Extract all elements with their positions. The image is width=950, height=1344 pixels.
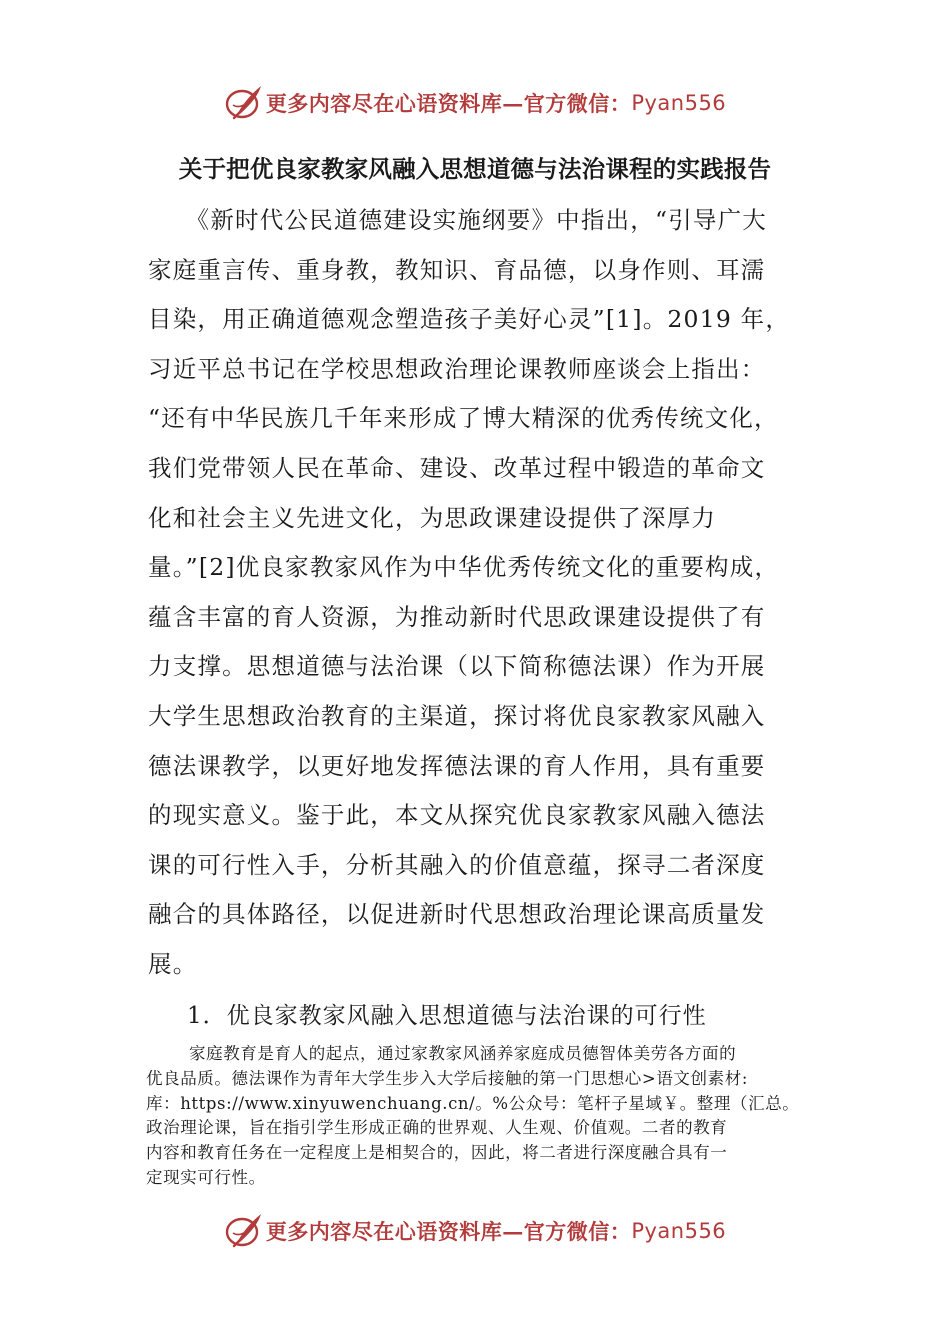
body-line: 目染，用正确道德观念塑造孩子美好心灵”[1]。2019 年， <box>148 305 791 334</box>
body-line: 课的可行性入手，分析其融入的价值意蕴，探寻二者深度 <box>148 850 766 879</box>
header-banner <box>0 81 950 125</box>
body-line: 化和社会主义先进文化，为思政课建设提供了深厚力 <box>148 503 717 532</box>
wechat-id: Pyan556 <box>631 1219 727 1243</box>
body-paragraph <box>148 196 828 990</box>
document-title: 关于把优良家教家风融入思想道德与法治课程的实践报告 <box>178 155 772 183</box>
section-heading: 1．优良家教家风融入思想道德与法治课的可行性 <box>187 1003 707 1029</box>
body-line: 大学生思想政治教育的主渠道，探讨将优良家教家风融入 <box>148 701 766 730</box>
quill-pen-logo-icon <box>224 83 264 123</box>
section-line: 政治理论课，旨在指引学生形成正确的世界观、人生观、价值观。二者的教育 <box>146 1118 728 1138</box>
section-line: 定现实可行性。 <box>146 1167 266 1187</box>
body-line: 的现实意义。鉴于此，本文从探究优良家教家风融入德法 <box>148 801 766 830</box>
body-line: 展。 <box>148 949 198 978</box>
banner-text: 更多内容尽在心语资料库—官方微信： <box>265 1219 632 1244</box>
body-line: 习近平总书记在学校思想政治理论课教师座谈会上指出： <box>148 354 766 383</box>
body-line: 我们党带领人民在革命、建设、改革过程中锻造的革命文 <box>148 453 766 482</box>
section-line: 家庭教育是育人的起点，通过家教家风涵养家庭成员德智体美劳各方面的 <box>189 1044 737 1063</box>
wechat-id: Pyan556 <box>631 91 727 115</box>
body-line: 量。”[2]优良家教家风作为中华优秀传统文化的重要构成， <box>148 553 780 582</box>
section-line: 内容和教育任务在一定程度上是相契合的，因此，将二者进行深度融合具有一 <box>146 1143 728 1163</box>
body-line: 《新时代公民道德建设实施纲要》中指出，“引导广大 <box>148 206 767 234</box>
body-line: 家庭重言传、重身教，教知识、育品德，以身作则、耳濡 <box>148 255 766 284</box>
quill-pen-logo-icon <box>224 1211 264 1251</box>
section-line: 库：https://www.xinyuwenchuang.cn/。%公众号：笔杆子星域￥。整理（汇总。 <box>146 1093 800 1113</box>
body-line: 德法课教学，以更好地发挥德法课的育人作用，具有重要 <box>148 751 766 780</box>
banner-text: 更多内容尽在心语资料库—官方微信： <box>265 91 632 116</box>
body-line: 融合的具体路径，以促进新时代思想政治理论课高质量发 <box>148 900 766 929</box>
body-line: “还有中华民族几千年来形成了博大精深的优秀传统文化， <box>148 404 779 433</box>
body-line: 蕴含丰富的育人资源，为推动新时代思政课建设提供了有 <box>148 602 766 631</box>
body-line: 力支撑。思想道德与法治课（以下简称德法课）作为开展 <box>148 652 766 681</box>
section-line: 优良品质。德法课作为青年大学生步入大学后接触的第一门思想心>语文创素材: <box>146 1068 748 1088</box>
section-paragraph <box>146 1042 826 1191</box>
footer-banner <box>0 1209 950 1253</box>
